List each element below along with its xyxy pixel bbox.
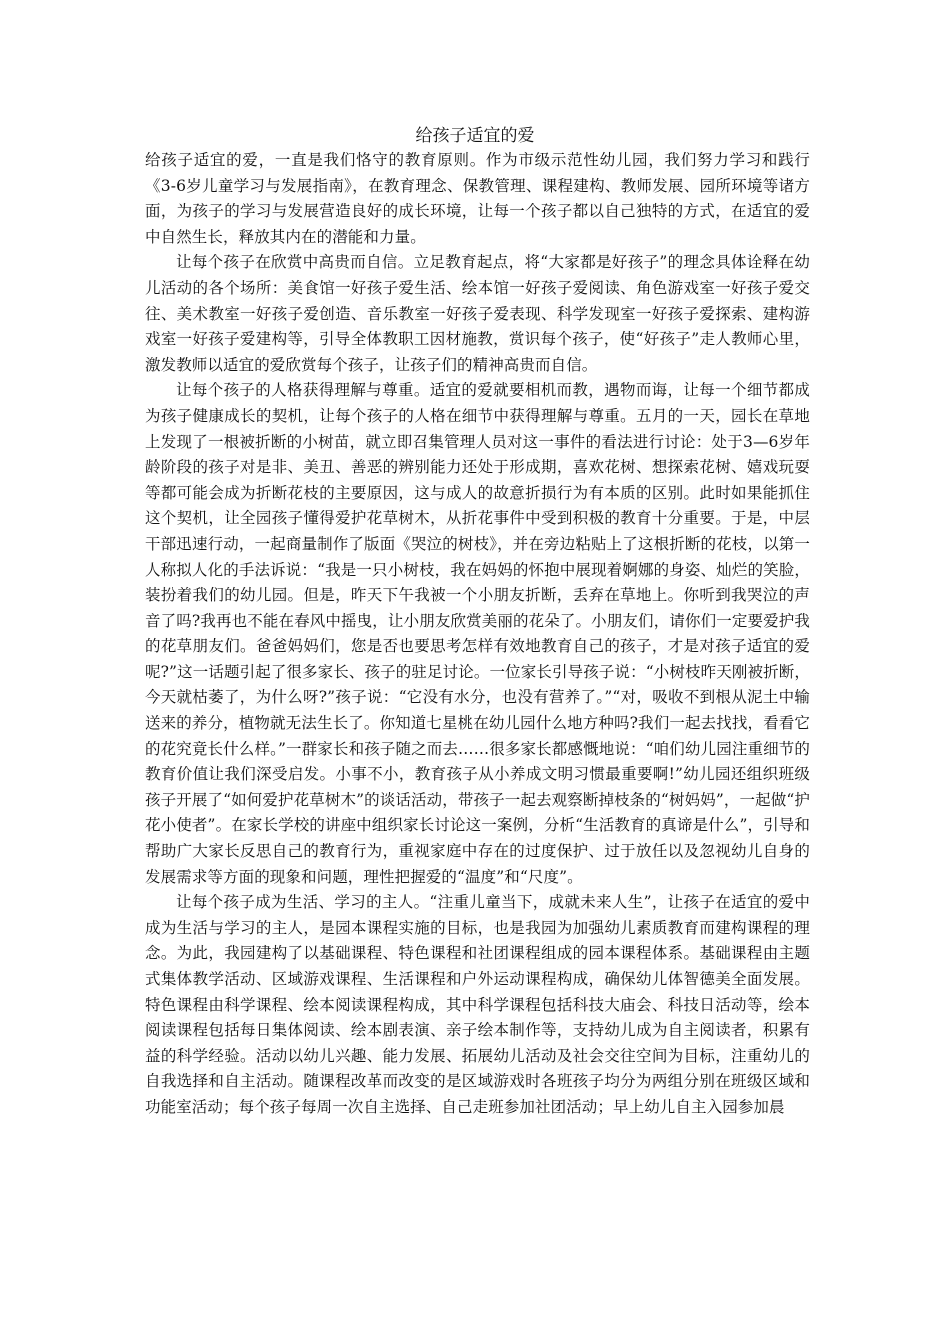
paragraph-intro: 给孩子适宜的爱，一直是我们恪守的教育原则。作为市级示范性幼儿园，我们努力学习和践行《3-6岁儿童学习与发展指南》，在教育理念、保教管理、课程建构、教师发展、园所环境等诸方面，为孩子的学习与发展营造良好的成长环境，让每一个孩子都以自己独特的方式，在适宜的爱中自然生长，释放其内在的潜能和力量。	[145, 151, 810, 246]
paragraph-ownership: 让每个孩子成为生活、学习的主人。“注重儿童当下，成就未来人生”，让孩子在适宜的爱中成为生活与学习的主人，是园本课程实施的目标，也是我园为加强幼儿素质教育而建构课程的理念。为此，我园建构了以基础课程、特色课程和社团课程组成的园本课程体系。基础课程由主题式集体教学活动、区域游戏课程、生活课程和户外运动课程构成，确保幼儿体智德美全面发展。特色课程由科学课程、绘本阅读课程构成，其中科学课程包括科技大庙会、科技日活动等，绘本阅读课程包括每日集体阅读、绘本剧表演、亲子绘本制作等，支持幼儿成为自主阅读者，积累有益的科学经验。活动以幼儿兴趣、能力发展、拓展幼儿活动及社会交往空间为目标，注重幼儿的自我选择和自主活动。随课程改革而改变的是区域游戏时各班孩子均分为两组分别在班级区域和功能室活动；每个孩子每周一次自主选择、自己走班参加社团活动；早上幼儿自主入园参加晨	[145, 893, 810, 1116]
paragraph-appreciation: 让每个孩子在欣赏中高贵而自信。立足教育起点，将“大家都是好孩子”的理念具体诠释在幼儿活动的各个场所：美食馆一好孩子爱生活、绘本馆一好孩子爱阅读、角色游戏室一好孩子爱交往、美术教室一好孩子爱创造、音乐教室一好孩子爱表现、科学发现室一好孩子爱探索、建构游戏室一好孩子爱建构等，引导全体教职工因材施教，赏识每个孩子，使“好孩子”走人教师心里，激发教师以适宜的爱欣赏每个孩子，让孩子们的精神高贵而自信。	[145, 253, 810, 374]
paragraph-respect: 让每个孩子的人格获得理解与尊重。适宜的爱就要相机而教，遇物而诲，让每一个细节都成为孩子健康成长的契机，让每个孩子的人格在细节中获得理解与尊重。五月的一天，园长在草地上发现了一根被折断的小树苗，就立即召集管理人员对这一事件的看法进行讨论：处于3—6岁年龄阶段的孩子对是非、美丑、善恶的辨别能力还处于形成期，喜欢花树、想探索花树、嬉戏玩耍等都可能会成为折断花枝的主要原因，这与成人的故意折损行为有本质的区别。此时如果能抓住这个契机，让全园孩子懂得爱护花草树木，从折花事件中受到积极的教育十分重要。于是，中层干部迅速行动，一起商量制作了版面《哭泣的树枝》，并在旁边粘贴上了这根折断的花枝，以第一人称拟人化的手法诉说：“我是一只小树枝，我在妈妈的怀抱中展现着婀娜的身姿、灿烂的笑脸，装扮着我们的幼儿园。但是，昨天下午我被一个小朋友折断，丢弃在草地上。你听到我哭泣的声音了吗?我再也不能在春风中摇曳，让小朋友欣赏美丽的花朵了。小朋友们，请你们一定要爱护我的花草朋友们。爸爸妈妈们，您是否也要思考怎样有效地教育自己的孩子，才是对孩子适宜的爱呢?”这一话题引起了很多家长、孩子的驻足讨论。一位家长引导孩子说：“小树枝昨天刚被折断，今天就枯萎了，为什么呀?”孩子说：“它没有水分，也没有营养了。”“对，吸收不到根从泥土中输送来的养分，植物就无法生长了。你知道七星桃在幼儿园什么地方种吗?我们一起去找找，看看它的花究竟长什么样。”一群家长和孩子随之而去……很多家长都感慨地说：“咱们幼儿园注重细节的教育价值让我们深受启发。小事不小，教育孩子从小养成文明习惯最重要啊!”幼儿园还组织班级孩子开展了“如何爱护花草树木”的谈话活动，带孩子一起去观察断掉枝条的“树妈妈”，一起做“护花小使者”。在家长学校的讲座中组织家长讨论这一案例，分析“生活教育的真谛是什么”，引导和帮助广大家长反思自己的教育行为，重视家庭中存在的过度保护、过于放任以及忽视幼儿自身的发展需求等方面的现象和问题，理性把握爱的“温度”和“尺度”。	[145, 381, 810, 886]
document-title: 给孩子适宜的爱	[415, 126, 535, 146]
document-body	[145, 148, 810, 1121]
